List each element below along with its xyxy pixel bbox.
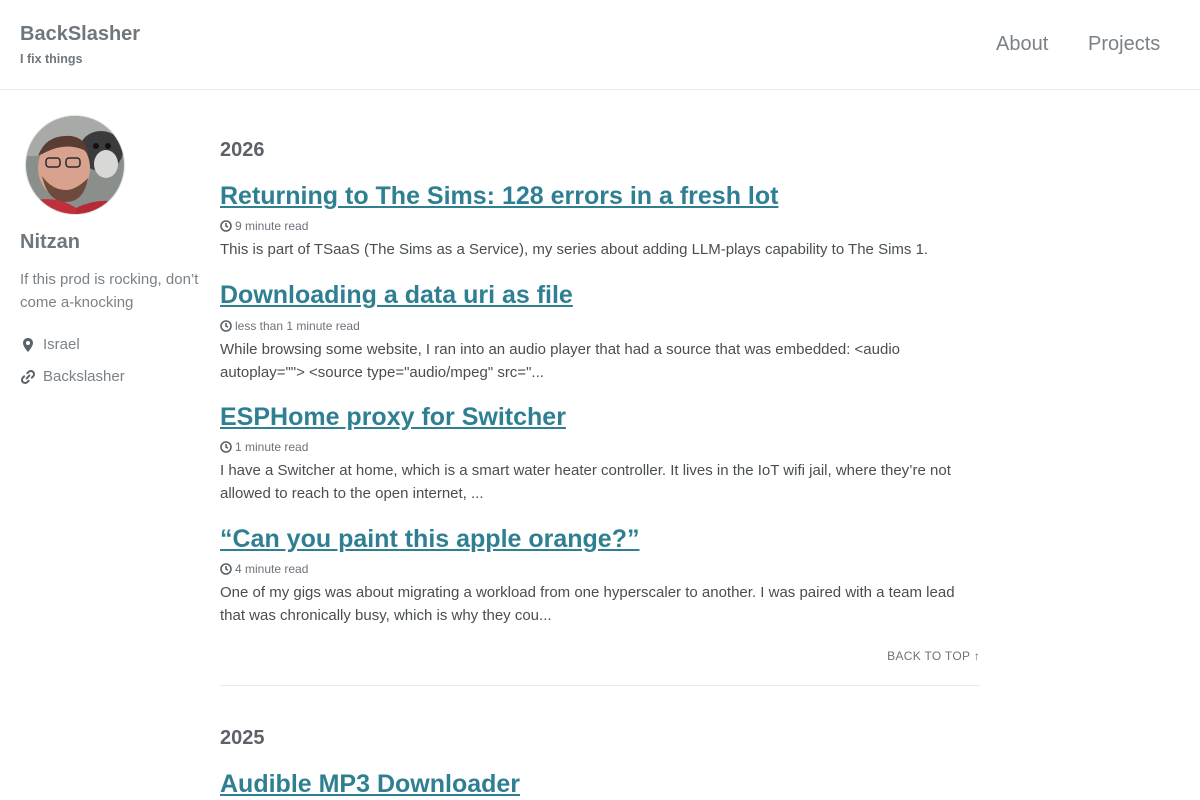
year-heading-2026: 2026 [220, 139, 265, 161]
link-icon [20, 369, 36, 385]
clock-icon [220, 563, 232, 575]
post-excerpt: One of my gigs was about migrating a workload from one hyperscaler to another. I was paired with a team lead that was chronically busy, which is why they cou... [220, 584, 955, 624]
author-name: Nitzan [20, 231, 80, 253]
author-website-text: Backslasher [43, 368, 125, 385]
map-marker-icon [20, 337, 36, 353]
read-time-text: 9 minute read [235, 219, 309, 233]
post-title-link[interactable]: ESPHome proxy for Switcher [220, 403, 566, 431]
read-time-text: 4 minute read [235, 562, 309, 576]
clock-icon [220, 441, 232, 453]
author-avatar [25, 115, 125, 215]
author-bio: If this prod is rocking, don’t come a-knocking [20, 271, 199, 311]
author-location-text: Israel [43, 336, 80, 353]
author-location [20, 336, 80, 353]
post-title-link[interactable]: Downloading a data uri as file [220, 281, 573, 309]
post-excerpt: I have a Switcher at home, which is a smart water heater controller. It lives in the IoT wifi jail, where they’re not allowed to reach to the open internet, ... [220, 462, 951, 502]
post-title-link[interactable]: Returning to The Sims: 128 errors in a fresh lot [220, 182, 779, 210]
year-divider [220, 685, 980, 686]
post-title-link[interactable]: “Can you paint this apple orange?” [220, 525, 640, 553]
post-title-link[interactable]: Audible MP3 Downloader [220, 770, 521, 798]
year-heading-2025: 2025 [220, 727, 265, 749]
read-time-text: 1 minute read [235, 440, 309, 454]
nav-about-link[interactable]: About [996, 33, 1049, 55]
post-read-time [220, 440, 308, 454]
post-excerpt: This is part of TSaaS (The Sims as a Service), my series about adding LLM-plays capability to The Sims 1. [220, 241, 929, 258]
site-subtitle: I fix things [20, 52, 83, 66]
post-excerpt: While browsing some website, I ran into an audio player that had a source that was embedded: <audio autoplay=""> <source type="audio/mpeg" src="... [220, 341, 900, 381]
nav-projects-link[interactable]: Projects [1088, 33, 1161, 55]
site-title[interactable]: BackSlasher [20, 23, 141, 45]
back-to-top-link[interactable]: BACK TO TOP ↑ [887, 649, 980, 663]
clock-icon [220, 220, 232, 232]
read-time-text: less than 1 minute read [235, 319, 360, 333]
masthead [0, 0, 1200, 90]
post-read-time [220, 562, 308, 576]
clock-icon [220, 320, 232, 332]
post-read-time [220, 219, 308, 233]
post-read-time [220, 319, 360, 333]
author-website-link[interactable] [20, 368, 125, 385]
